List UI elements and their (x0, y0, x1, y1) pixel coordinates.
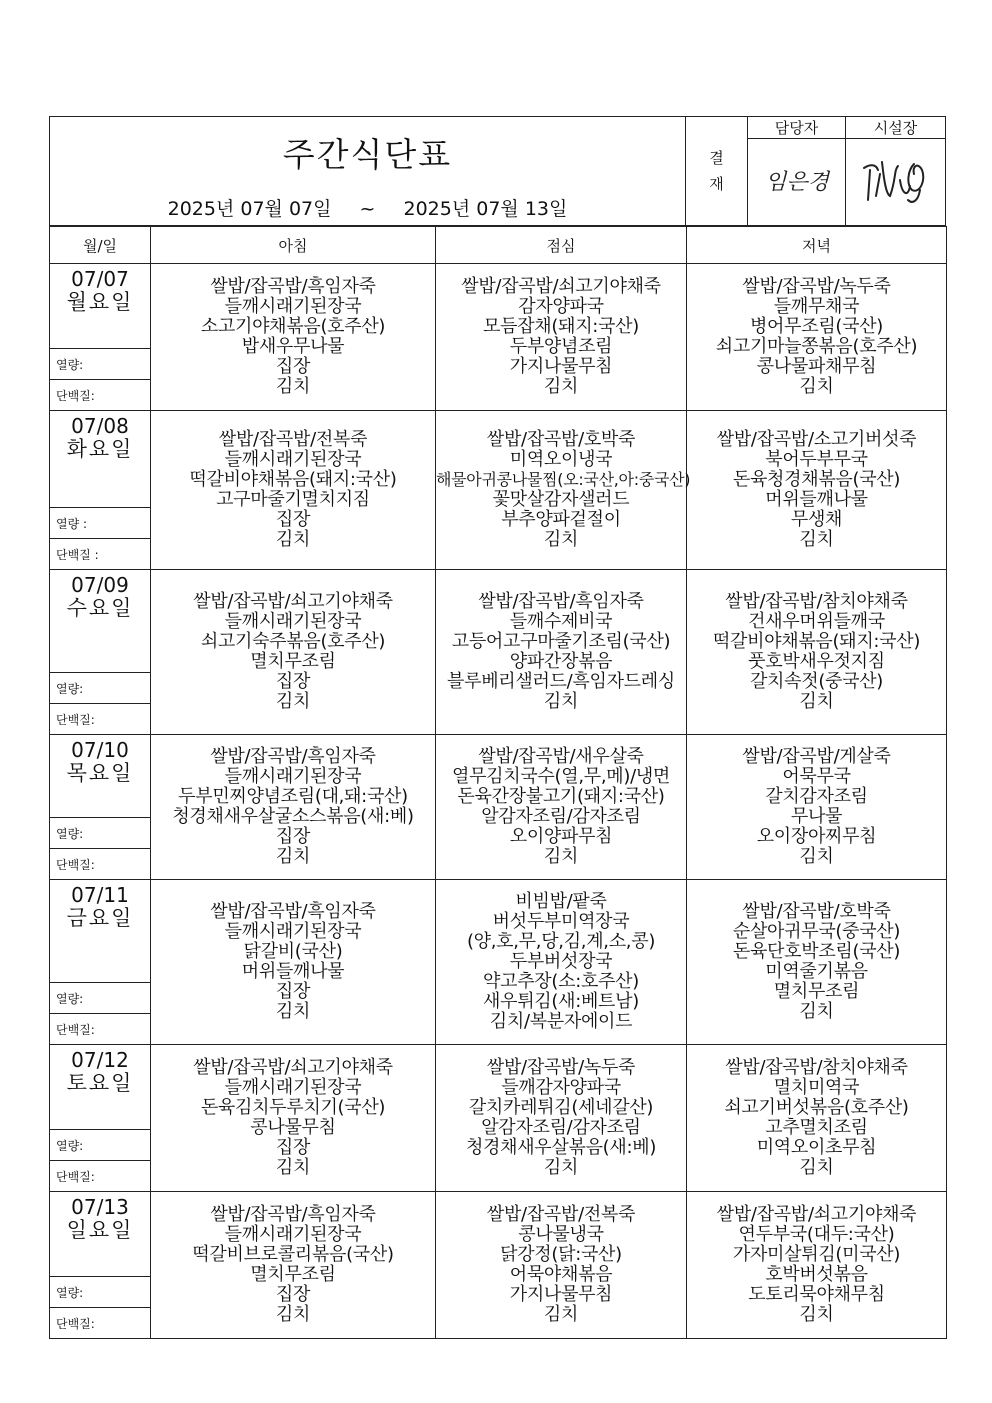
calorie-label: 열량: (50, 673, 151, 704)
dinner-menu-item: 오이장아찌무침 (756, 826, 877, 847)
protein-label: 단백질: (50, 704, 151, 735)
day-date: 07/10 (71, 738, 129, 762)
dinner-menu-item: 김치 (799, 1001, 834, 1022)
day-of-week: 금요일 (66, 906, 134, 930)
dinner-menu-item: 연두부국(대두:국산) (738, 1224, 895, 1245)
breakfast-cell (151, 1192, 436, 1339)
dinner-menu-item: 풋호박새우젓지짐 (748, 651, 885, 672)
approval-label (686, 117, 748, 226)
lunch-menu-item: 들깨수제비국 (509, 611, 613, 632)
column-header-lunch: 점심 (436, 227, 687, 264)
day-row-07-08 (50, 411, 947, 508)
lunch-menu-item: 가지나물무침 (509, 356, 613, 377)
day-row-07-07 (50, 264, 947, 349)
breakfast-menu-item: 들깨시래기된장국 (224, 296, 362, 317)
day-row-07-09 (50, 570, 947, 673)
dinner-menu-item: 순살아귀무국(중국산) (732, 921, 901, 942)
calorie-label: 열량 : (50, 508, 151, 539)
dinner-menu-item: 가자미살튀김(미국산) (732, 1244, 901, 1265)
approval-label-1: 결 (709, 149, 724, 167)
breakfast-menu-item: 김치 (275, 376, 311, 397)
lunch-menu-item: 알감자조림/감자조림 (481, 1117, 641, 1138)
dinner-menu-item: 김치 (799, 846, 834, 867)
dinner-menu-item: 쌀밥/잡곡밥/참치야채죽 (725, 591, 908, 612)
lunch-menu-item: 쌀밥/잡곡밥/흑임자죽 (478, 591, 644, 612)
day-of-week: 토요일 (66, 1071, 134, 1095)
signature-director-image (856, 150, 936, 210)
signature-manager-name: 임은경 (764, 170, 829, 195)
breakfast-menu-item: 들깨시래기된장국 (224, 1224, 362, 1245)
dinner-menu-item: 쌀밥/잡곡밥/호박죽 (742, 901, 891, 922)
breakfast-menu-item: 소고기야채볶음(호주산) (200, 316, 386, 337)
breakfast-cell (151, 411, 436, 570)
breakfast-menu-item: 쌀밥/잡곡밥/전복죽 (218, 429, 368, 450)
breakfast-cell (151, 1045, 436, 1192)
dinner-cell (687, 1045, 947, 1192)
day-row-07-13 (50, 1192, 947, 1277)
lunch-menu-item: 비빔밥/팥죽 (515, 891, 607, 912)
dinner-menu-item: 미역오이초무침 (756, 1137, 877, 1158)
day-date: 07/12 (71, 1048, 129, 1072)
dinner-menu-item: 들깨무채국 (773, 296, 860, 317)
dinner-menu-item: 김치 (799, 376, 834, 397)
column-header-row (50, 227, 947, 264)
breakfast-menu-item: 김치 (275, 1157, 311, 1178)
dinner-menu-item: 무생채 (790, 509, 843, 530)
day-cell (50, 735, 151, 818)
period-start: 2025년 07월 07일 (167, 198, 332, 220)
dinner-menu-item: 김치 (799, 529, 834, 550)
day-of-week: 일요일 (66, 1218, 134, 1242)
approval-label-2: 재 (709, 175, 724, 193)
day-date: 07/07 (71, 267, 129, 291)
breakfast-menu-item: 고구마줄기멸치지짐 (216, 489, 370, 510)
dinner-cell (687, 264, 947, 411)
page-title: 주간식단표 (282, 135, 453, 174)
lunch-menu-item: 감자양파국 (518, 296, 604, 317)
day-cell (50, 1192, 151, 1277)
calorie-label: 열량: (50, 1277, 151, 1308)
breakfast-menu-item: 돈육김치두루치기(국산) (200, 1097, 386, 1118)
lunch-menu-item: 오이양파무침 (509, 826, 613, 847)
breakfast-menu-item: 김치 (275, 691, 311, 712)
lunch-menu-item: 들깨감자양파국 (501, 1077, 621, 1098)
signature-manager (748, 139, 846, 226)
lunch-menu-item: 김치 (543, 529, 579, 550)
dinner-menu-item: 무나물 (790, 806, 843, 827)
lunch-menu-item: 쌀밥/잡곡밥/전복죽 (486, 1204, 636, 1225)
signature-director (846, 139, 946, 226)
day-date: 07/11 (71, 883, 129, 907)
breakfast-menu-item: 떡갈비브로콜리볶음(국산) (192, 1244, 394, 1265)
breakfast-menu-item: 청경채새우살굴소스볶음(새:베) (172, 806, 414, 827)
day-of-week: 목요일 (66, 761, 134, 785)
breakfast-menu-item: 쌀밥/잡곡밥/흑임자죽 (210, 1204, 376, 1225)
dinner-menu-item: 고추멸치조림 (765, 1117, 868, 1138)
dinner-menu-item: 멸치미역국 (773, 1077, 860, 1098)
dinner-menu-item: 호박버섯볶음 (765, 1264, 868, 1285)
breakfast-menu-item: 콩나물무침 (250, 1117, 336, 1138)
breakfast-menu-item: 떡갈비야채볶음(돼지:국산) (189, 469, 397, 490)
breakfast-cell (151, 570, 436, 735)
breakfast-menu-item: 쌀밥/잡곡밥/흑임자죽 (210, 901, 376, 922)
dinner-menu-item: 머위들깨나물 (765, 489, 868, 510)
protein-label: 단백질: (50, 1014, 151, 1045)
breakfast-menu-item: 김치 (275, 846, 311, 867)
dinner-menu-item: 떡갈비야채볶음(돼지:국산) (712, 631, 921, 652)
breakfast-menu-item: 김치 (275, 1001, 311, 1022)
day-row-07-11 (50, 880, 947, 983)
column-header-breakfast: 아침 (151, 227, 436, 264)
lunch-cell (436, 1045, 687, 1192)
lunch-menu-item: 양파간장볶음 (509, 651, 613, 672)
dinner-menu-item: 쇠고기마늘쫑볶음(호주산) (715, 336, 918, 357)
dinner-menu-item: 건새우머위들깨국 (748, 611, 885, 632)
dinner-menu-item: 쇠고기버섯볶음(호주산) (724, 1097, 909, 1118)
lunch-cell (436, 411, 691, 570)
lunch-menu-item: 돈육간장불고기(돼지:국산) (457, 786, 665, 807)
dinner-menu-item: 갈치감자조림 (765, 786, 868, 807)
lunch-menu-item: 쌀밥/잡곡밥/쇠고기야채죽 (461, 276, 661, 297)
day-date: 07/08 (71, 414, 129, 438)
dinner-menu-item: 쌀밥/잡곡밥/소고기버섯죽 (716, 429, 917, 450)
breakfast-menu-item: 들깨시래기된장국 (224, 921, 362, 942)
lunch-menu-item: 새우튀김(새:베트남) (483, 991, 639, 1012)
breakfast-menu-item: 쌀밥/잡곡밥/쇠고기야채죽 (193, 1057, 393, 1078)
day-row-07-12 (50, 1045, 947, 1130)
breakfast-menu-item: 들깨시래기된장국 (224, 766, 362, 787)
day-cell (50, 1045, 151, 1130)
lunch-cell (436, 570, 687, 735)
day-of-week: 수요일 (66, 596, 134, 620)
lunch-menu-item: 갈치카레튀김(세네갈산) (468, 1097, 654, 1118)
dinner-menu-item: 김치 (799, 1157, 834, 1178)
dinner-menu-item: 쌀밥/잡곡밥/쇠고기야채죽 (716, 1204, 917, 1225)
dinner-cell (687, 1192, 947, 1339)
dinner-menu-item: 멸치무조림 (773, 981, 860, 1002)
lunch-cell (436, 1192, 687, 1339)
day-cell (50, 570, 151, 673)
day-date: 07/13 (71, 1195, 129, 1219)
lunch-menu-item: 미역오이냉국 (509, 449, 613, 470)
protein-label: 단백질: (50, 1308, 151, 1339)
breakfast-cell (151, 264, 436, 411)
lunch-menu-item: 열무김치국수(열,무,메)/냉면 (451, 766, 671, 787)
protein-label: 단백질: (50, 380, 151, 411)
calorie-label: 열량: (50, 1130, 151, 1161)
lunch-menu-item: 어묵야채볶음 (509, 1264, 613, 1285)
lunch-menu-item: 청경채새우살볶음(새:베) (465, 1137, 657, 1158)
calorie-label: 열량: (50, 983, 151, 1014)
lunch-menu-item: 모듬잡채(돼지:국산) (483, 316, 639, 337)
dinner-menu-item: 갈치속젓(중국산) (749, 671, 884, 692)
lunch-menu-item: 김치 (543, 846, 579, 867)
title-cell (50, 117, 686, 226)
column-header-dinner: 저녁 (687, 227, 947, 264)
calorie-label: 열량: (50, 818, 151, 849)
breakfast-menu-item: 머위들깨나물 (241, 961, 345, 982)
lunch-cell (436, 880, 687, 1045)
lunch-menu-item: 블루베리샐러드/흑임자드레싱 (447, 671, 675, 692)
header-table (49, 116, 946, 226)
dinner-menu-item: 김치 (799, 691, 834, 712)
lunch-menu-item: 닭강정(닭:국산) (500, 1244, 622, 1265)
dinner-menu-item: 쌀밥/잡곡밥/녹두죽 (742, 276, 891, 297)
dinner-menu-item: 북어두부무국 (765, 449, 868, 470)
breakfast-menu-item: 쌀밥/잡곡밥/쇠고기야채죽 (193, 591, 393, 612)
breakfast-cell (151, 880, 436, 1045)
day-row-07-10 (50, 735, 947, 818)
column-header-date: 월/일 (50, 227, 151, 264)
day-cell (50, 264, 151, 349)
protein-label: 단백질: (50, 849, 151, 880)
menu-table (49, 226, 947, 1339)
lunch-menu-item: 약고추장(소:호주산) (483, 971, 639, 992)
breakfast-menu-item: 집장 (275, 826, 311, 847)
lunch-cell (436, 264, 687, 411)
dinner-menu-item: 김치 (799, 1304, 834, 1325)
lunch-menu-item: 김치 (543, 1304, 579, 1325)
period-separator: ~ (359, 198, 376, 220)
lunch-menu-item: (양,호,무,당,김,계,소,콩) (466, 931, 656, 952)
signature-manager-image (757, 155, 837, 205)
lunch-menu-item: 쌀밥/잡곡밥/녹두죽 (486, 1057, 636, 1078)
lunch-menu-item: 콩나물냉국 (518, 1224, 604, 1245)
breakfast-menu-item: 멸치무조림 (250, 651, 336, 672)
breakfast-menu-item: 김치 (275, 529, 311, 550)
day-date: 07/09 (71, 573, 129, 597)
breakfast-menu-item: 멸치무조림 (250, 1264, 336, 1285)
day-of-week: 월요일 (66, 290, 134, 314)
breakfast-menu-item: 밥새우무나물 (241, 336, 345, 357)
lunch-menu-item: 꽃맛살감자샐러드 (492, 489, 630, 510)
dinner-menu-item: 병어무조림(국산) (749, 316, 884, 337)
breakfast-menu-item: 쇠고기숙주볶음(호주산) (200, 631, 386, 652)
role-director: 시설장 (846, 117, 946, 139)
breakfast-menu-item: 집장 (275, 356, 311, 377)
lunch-menu-item: 쌀밥/잡곡밥/호박죽 (486, 429, 636, 450)
lunch-menu-item: 김치/복분자에이드 (489, 1011, 633, 1032)
lunch-menu-item: 부추양파겉절이 (501, 509, 621, 530)
dinner-cell (687, 411, 947, 570)
lunch-menu-item: 두부버섯장국 (509, 951, 613, 972)
breakfast-cell (151, 735, 436, 880)
breakfast-menu-item: 집장 (275, 1137, 311, 1158)
breakfast-menu-item: 닭갈비(국산) (243, 941, 343, 962)
dinner-cell (687, 570, 947, 735)
breakfast-menu-item: 집장 (275, 671, 311, 692)
dinner-cell (687, 880, 947, 1045)
lunch-menu-item: 쌀밥/잡곡밥/새우살죽 (478, 746, 644, 767)
breakfast-menu-item: 집장 (275, 509, 311, 530)
calorie-label: 열량: (50, 349, 151, 380)
breakfast-menu-item: 쌀밥/잡곡밥/흑임자죽 (210, 746, 376, 767)
lunch-menu-item: 알감자조림/감자조림 (481, 806, 641, 827)
dinner-menu-item: 도토리묵야채무침 (748, 1284, 885, 1305)
role-manager: 담당자 (748, 117, 846, 139)
dinner-menu-item: 미역줄기볶음 (765, 961, 868, 982)
breakfast-menu-item: 집장 (275, 981, 311, 1002)
lunch-menu-item: 버섯두부미역장국 (492, 911, 630, 932)
breakfast-menu-item: 쌀밥/잡곡밥/흑임자죽 (210, 276, 376, 297)
day-of-week: 화요일 (66, 437, 134, 461)
period-end: 2025년 07월 13일 (403, 198, 568, 220)
dinner-menu-item: 쌀밥/잡곡밥/게살죽 (742, 746, 891, 767)
dinner-menu-item: 돈육단호박조림(국산) (732, 941, 901, 962)
breakfast-menu-item: 들깨시래기된장국 (224, 449, 362, 470)
dinner-menu-item: 어묵무국 (782, 766, 851, 787)
breakfast-menu-item: 들깨시래기된장국 (224, 1077, 362, 1098)
day-cell (50, 880, 151, 983)
lunch-menu-item: 김치 (543, 691, 579, 712)
breakfast-menu-item: 집장 (275, 1284, 311, 1305)
lunch-menu-item: 가지나물무침 (509, 1284, 613, 1305)
lunch-menu-item: 김치 (543, 376, 579, 397)
dinner-menu-item: 쌀밥/잡곡밥/참치야채죽 (725, 1057, 908, 1078)
breakfast-menu-item: 들깨시래기된장국 (224, 611, 362, 632)
dinner-menu-item: 돈육청경채볶음(국산) (732, 469, 901, 490)
protein-label: 단백질: (50, 1161, 151, 1192)
breakfast-menu-item: 두부민찌양념조림(대,돼:국산) (178, 786, 408, 807)
lunch-menu-item: 김치 (543, 1157, 579, 1178)
day-cell (50, 411, 151, 508)
breakfast-menu-item: 김치 (275, 1304, 311, 1325)
lunch-cell (436, 735, 687, 880)
dinner-menu-item: 콩나물파채무침 (756, 356, 877, 377)
period (50, 194, 685, 221)
lunch-menu-item: 해물아귀콩나물찜(오:국산,아:중국산) (436, 470, 691, 489)
protein-label: 단백질 : (50, 539, 151, 570)
lunch-menu-item: 고등어고구마줄기조림(국산) (451, 631, 671, 652)
lunch-menu-item: 두부양념조림 (509, 336, 613, 357)
dinner-cell (687, 735, 947, 880)
